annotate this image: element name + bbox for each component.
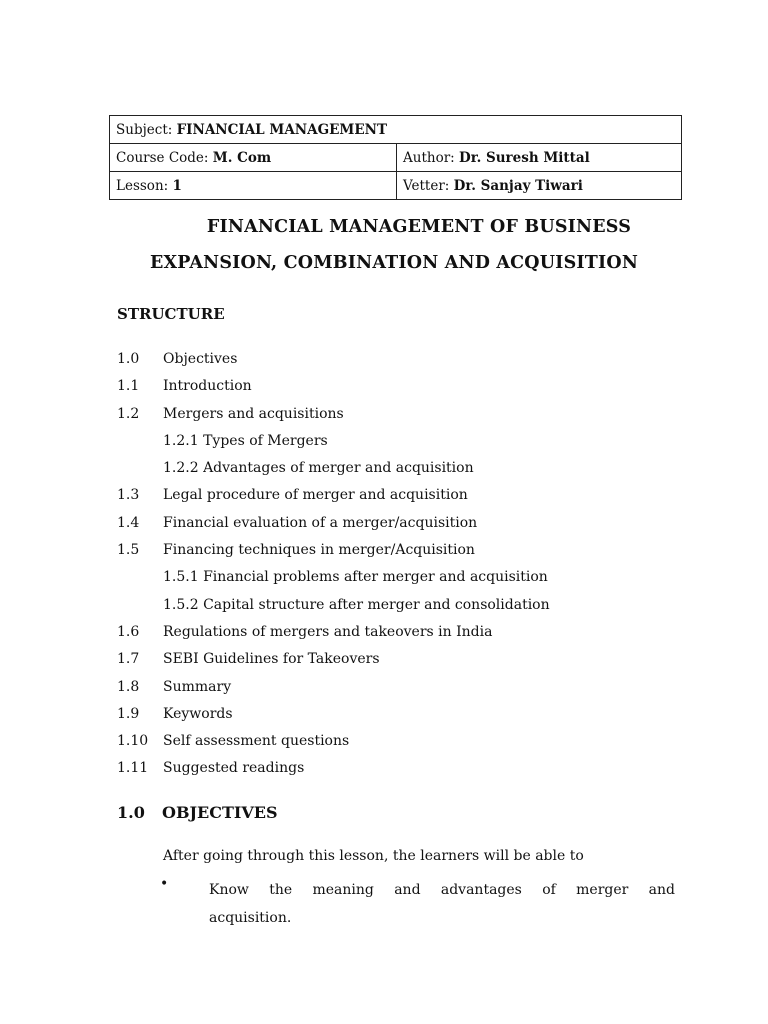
toc-item-text: Suggested readings <box>163 760 305 777</box>
vetter-cell <box>397 172 682 200</box>
objectives-heading <box>117 803 278 822</box>
toc-item <box>0 482 700 509</box>
toc-item <box>0 728 700 755</box>
toc-subitem <box>0 428 700 455</box>
toc-item <box>0 346 700 373</box>
lesson-cell <box>110 172 397 200</box>
toc-item-text: Financial evaluation of a merger/acquisition <box>163 514 478 531</box>
toc-item-text: Keywords <box>163 705 233 722</box>
toc-subitem-text: 1.2.2 Advantages of merger and acquisition <box>163 460 474 477</box>
toc-subitem <box>0 592 700 619</box>
toc-item-text: Regulations of mergers and takeovers in India <box>163 623 493 640</box>
toc-item-number: 1.0 <box>117 351 140 367</box>
toc-subitem-text: 1.5.1 Financial problems after merger and acquisition <box>163 569 548 586</box>
structure-heading: STRUCTURE <box>117 305 225 323</box>
toc-subitem <box>0 455 700 482</box>
toc-item <box>0 701 700 728</box>
author-value: Dr. Suresh Mittal <box>458 149 590 166</box>
course-code-value: M. Com <box>212 149 272 166</box>
toc-item-number: 1.2 <box>117 405 140 422</box>
toc-item <box>0 619 700 646</box>
toc-item-text: Legal procedure of merger and acquisition <box>163 487 468 504</box>
toc-item-text: Financing techniques in merger/Acquisition <box>163 542 475 559</box>
subject-cell <box>110 116 682 144</box>
toc-subitem <box>0 564 700 591</box>
subject-value: FINANCIAL MANAGEMENT <box>176 121 388 138</box>
toc-item <box>0 510 700 537</box>
toc-item <box>0 373 700 400</box>
toc-item-text: Mergers and acquisitions <box>163 405 344 422</box>
author-cell <box>397 144 682 172</box>
toc-item-number: 1.3 <box>117 487 140 504</box>
vetter-label: Vetter: <box>403 177 454 194</box>
objectives-intro: After going through this lesson, the learners will be able to <box>163 848 584 864</box>
lesson-value: 1 <box>172 177 182 194</box>
toc-item <box>0 755 700 782</box>
toc-item-text: Introduction <box>163 378 252 395</box>
toc-item-number: 1.11 <box>117 760 149 777</box>
subject-row <box>110 116 682 144</box>
toc-item-number: 1.9 <box>117 705 140 722</box>
subject-label: Subject: <box>116 121 177 138</box>
toc-item-number: 1.8 <box>117 678 140 695</box>
bullet-line-1: Know the meaning and advantages of merger and <box>209 882 675 898</box>
objectives-heading-number: 1.0 <box>117 803 145 822</box>
toc-item-number: 1.6 <box>117 623 140 640</box>
toc-subitem-text: 1.2.1 Types of Mergers <box>163 432 328 449</box>
objectives-heading-text: OBJECTIVES <box>162 803 278 822</box>
toc-item-number: 1.1 <box>117 378 140 395</box>
course-code-label: Course Code: <box>116 149 213 166</box>
bullet-icon: • <box>160 876 169 892</box>
vetter-value: Dr. Sanjay Tiwari <box>453 177 583 194</box>
lesson-info-table <box>109 115 682 200</box>
course-author-row <box>110 144 682 172</box>
lesson-vetter-row <box>110 172 682 200</box>
toc-item-number: 1.7 <box>117 651 140 668</box>
toc-item-number: 1.4 <box>117 514 140 531</box>
toc-item-number: 1.5 <box>117 542 140 559</box>
toc-subitem-text: 1.5.2 Capital structure after merger and consolidation <box>163 596 550 613</box>
toc-item-text: Summary <box>163 678 232 695</box>
course-code-cell <box>110 144 397 172</box>
toc-item-text: Self assessment questions <box>163 733 350 750</box>
toc-item-number: 1.10 <box>117 733 149 750</box>
document-title-line-1: FINANCIAL MANAGEMENT OF BUSINESS <box>206 217 632 237</box>
bullet-line-2: acquisition. <box>209 910 292 926</box>
toc-item <box>0 674 700 701</box>
toc-item <box>0 401 700 428</box>
toc-item <box>0 646 700 673</box>
toc-item-text: Objectives <box>163 351 238 367</box>
author-label: Author: <box>403 149 459 166</box>
objectives-bullet-item <box>209 876 675 932</box>
document-title-line-2: EXPANSION, COMBINATION AND ACQUISITION <box>149 253 639 273</box>
lesson-label: Lesson: <box>116 177 173 194</box>
toc-item <box>0 537 700 564</box>
toc-item-text: SEBI Guidelines for Takeovers <box>163 651 380 668</box>
structure-list <box>0 346 700 783</box>
